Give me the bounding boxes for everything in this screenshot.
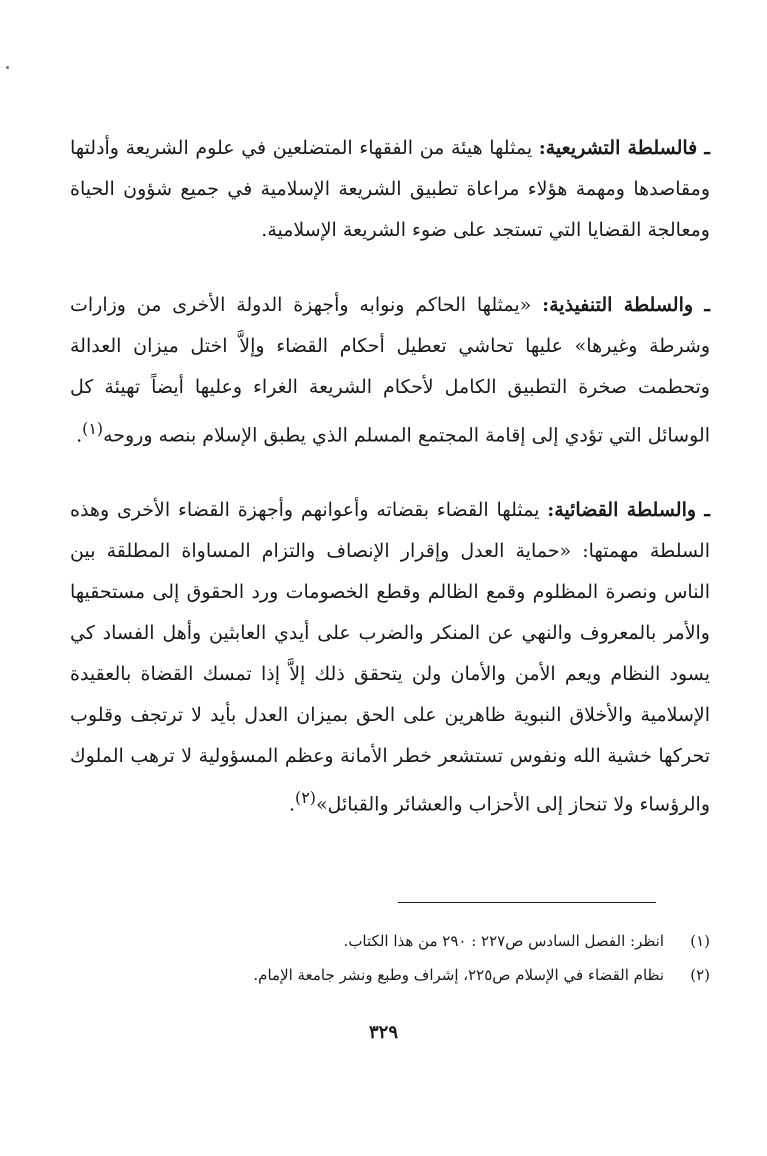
footnote-number: (١) — [690, 932, 710, 950]
paragraph-legislative-authority — [70, 128, 710, 251]
paragraph-end: . — [289, 793, 296, 816]
footnotes — [70, 924, 710, 992]
page-body — [70, 128, 710, 860]
footnote-ref-1[interactable]: (١) — [82, 419, 104, 438]
paragraph-text: يمثلها القضاء بقضاته وأعوانهم وأجهزة القضاء الأخرى وهذه السلطة مهمتها: «حماية العدل وإقرار الإنصاف والتزام المساواة المطلقة بين الناس ونصرة المظلوم وقمع الظالم وقطع الخصومات ورد الحقوق إلى مستحقيها والأمر بالمعروف والنهي عن المنكر والضرب على أيدي العابثين وأهل الفساد كي يسود النظام ويعم الأمن والأمان ولن يتحقق ذلك إلاَّ إذا تمسك القضاة بالعقيدة الإسلامية والأخلاق النبوية ظاهرين على الحق بميزان العدل بأيد لا ترتجف وقلوب تحركها خشية الله ونفوس تستشعر خطر الأمانة وعظم المسؤولية لا ترهب الملوك والرؤساء ولا تنحاز إلى الأحزاب والعشائر والقبائل» — [70, 499, 710, 816]
term-legislative-authority: ـ فالسلطة التشريعية: — [538, 137, 710, 159]
footnote-divider — [398, 902, 656, 903]
page-number: ٣٢٩ — [368, 1022, 398, 1043]
term-judicial-authority: ـ والسلطة القضائية: — [547, 499, 711, 522]
footnote-number: (٢) — [690, 966, 710, 984]
footnote-text: نظام القضاء في الإسلام ص٢٢٥، إشراف وطبع ونشر جامعة الإمام. — [253, 966, 664, 984]
footnote-ref-2[interactable]: (٢) — [295, 788, 316, 808]
scan-speck — [6, 66, 9, 69]
paragraph-executive-authority — [70, 285, 710, 456]
footnote-2 — [70, 958, 710, 992]
footnote-text: انظر: الفصل السادس ص٢٢٧ : ٢٩٠ من هذا الكتاب. — [343, 932, 664, 950]
paragraph-judicial-authority — [70, 490, 710, 825]
paragraph-text: يمثلها هيئة من الفقهاء المتضلعين في علوم الشريعة وأدلتها ومقاصدها ومهمة هؤلاء مراعاة تطبيق الشريعة الإسلامية في جميع شؤون الحياة ومعالجة القضايا التي تستجد على ضوء الشريعة الإسلامية. — [70, 137, 710, 241]
paragraph-end: . — [76, 424, 83, 447]
term-executive-authority: ـ والسلطة التنفيذية: — [542, 294, 710, 316]
paragraph-text: «يمثلها الحاكم ونوابه وأجهزة الدولة الأخرى من وزارات وشرطة وغيرها» عليها تحاشي تعطيل أحكام القضاء وإلاَّ اختل ميزان العدالة وتحطمت صخرة التطبيق الكامل لأحكام الشريعة الغراء وعليها أيضاً تهيئة كل الوسائل التي تؤدي إلى إقامة المجتمع المسلم الذي يطبق الإسلام بنصه وروحه — [70, 294, 710, 447]
footnote-1 — [70, 924, 710, 958]
